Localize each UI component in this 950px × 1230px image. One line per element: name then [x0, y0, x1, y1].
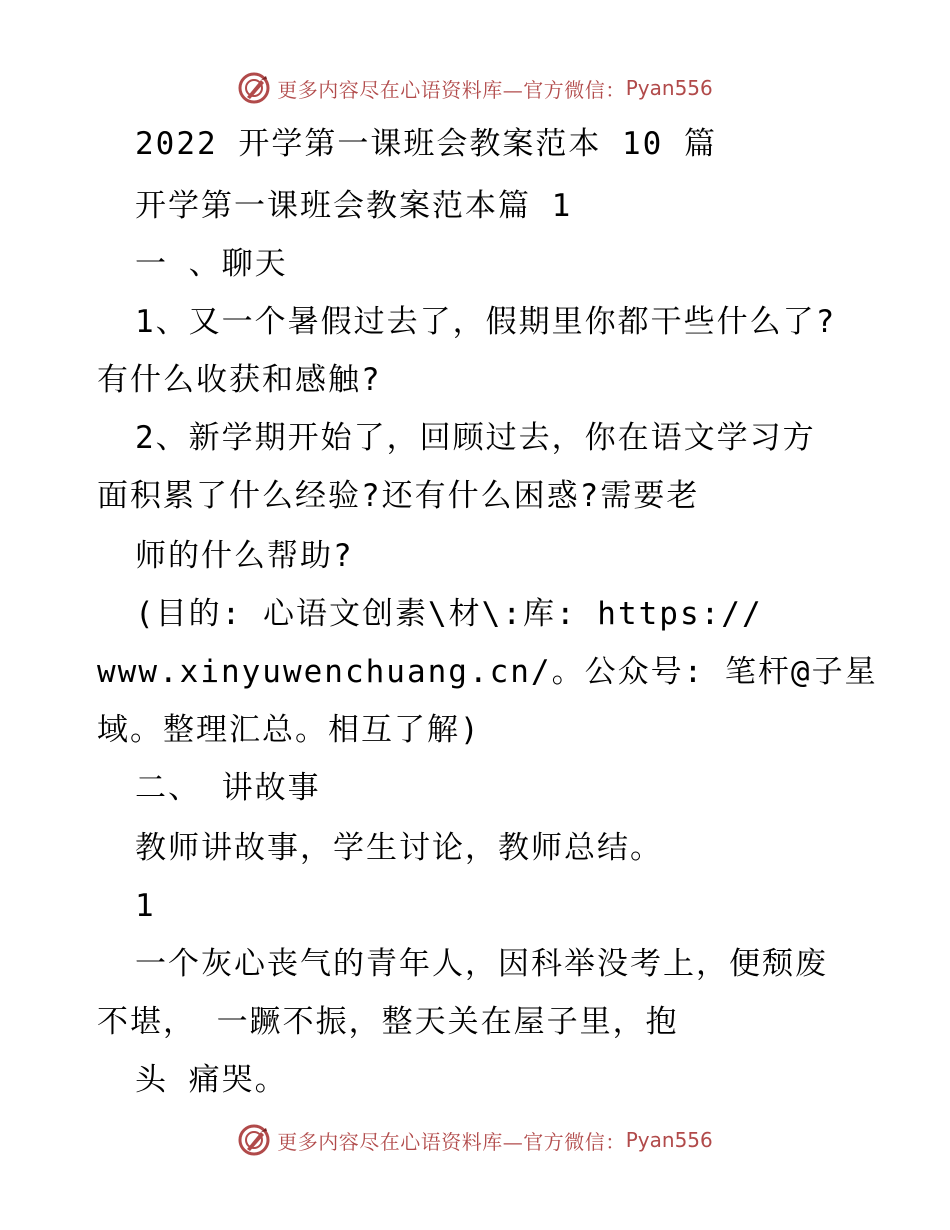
subheading-story: 二、 讲故事 [135, 770, 321, 806]
paragraph-line: 2、新学期开始了，回顾过去，你在语文学习方 [135, 420, 816, 456]
footer-watermark [0, 1120, 950, 1160]
paragraph-line: 一个灰心丧气的青年人，因科举没考上，便颓废 [135, 946, 828, 982]
paragraph-line: 不堪， 一蹶不振，整天关在屋子里，抱 [97, 1004, 679, 1040]
list-number: 1 [135, 888, 156, 924]
watermark-contact: Pyan556 [625, 1128, 713, 1152]
paragraph-line: 1、又一个暑假过去了，假期里你都干些什么了? [135, 304, 837, 340]
paragraph-line: www.xinyuwenchuang.cn/。公众号: 笔杆@子星 [97, 654, 878, 690]
paragraph-line: (目的: 心语文创素\材\:库: https:// [135, 596, 763, 632]
paragraph-line: 师的什么帮助? [135, 538, 354, 574]
watermark-text: 更多内容尽在心语资料库—官方微信： [277, 77, 626, 102]
section-heading: 开学第一课班会教案范本篇 1 [135, 188, 573, 224]
watermark-text: 更多内容尽在心语资料库—官方微信： [277, 1129, 626, 1154]
paragraph-line: 面积累了什么经验?还有什么困惑?需要老 [97, 478, 700, 514]
paragraph-line: 头 痛哭。 [135, 1062, 288, 1098]
pen-logo-icon [237, 1123, 271, 1157]
subheading-chat: 一 、聊天 [135, 246, 288, 282]
paragraph-line: 域。整理汇总。相互了解) [97, 712, 481, 748]
watermark-contact: Pyan556 [625, 76, 713, 100]
document-title: 2022 开学第一课班会教案范本 10 篇 [135, 126, 717, 162]
paragraph-line: 教师讲故事，学生讨论，教师总结。 [135, 830, 663, 866]
paragraph-line: 有什么收获和感触? [97, 362, 382, 398]
